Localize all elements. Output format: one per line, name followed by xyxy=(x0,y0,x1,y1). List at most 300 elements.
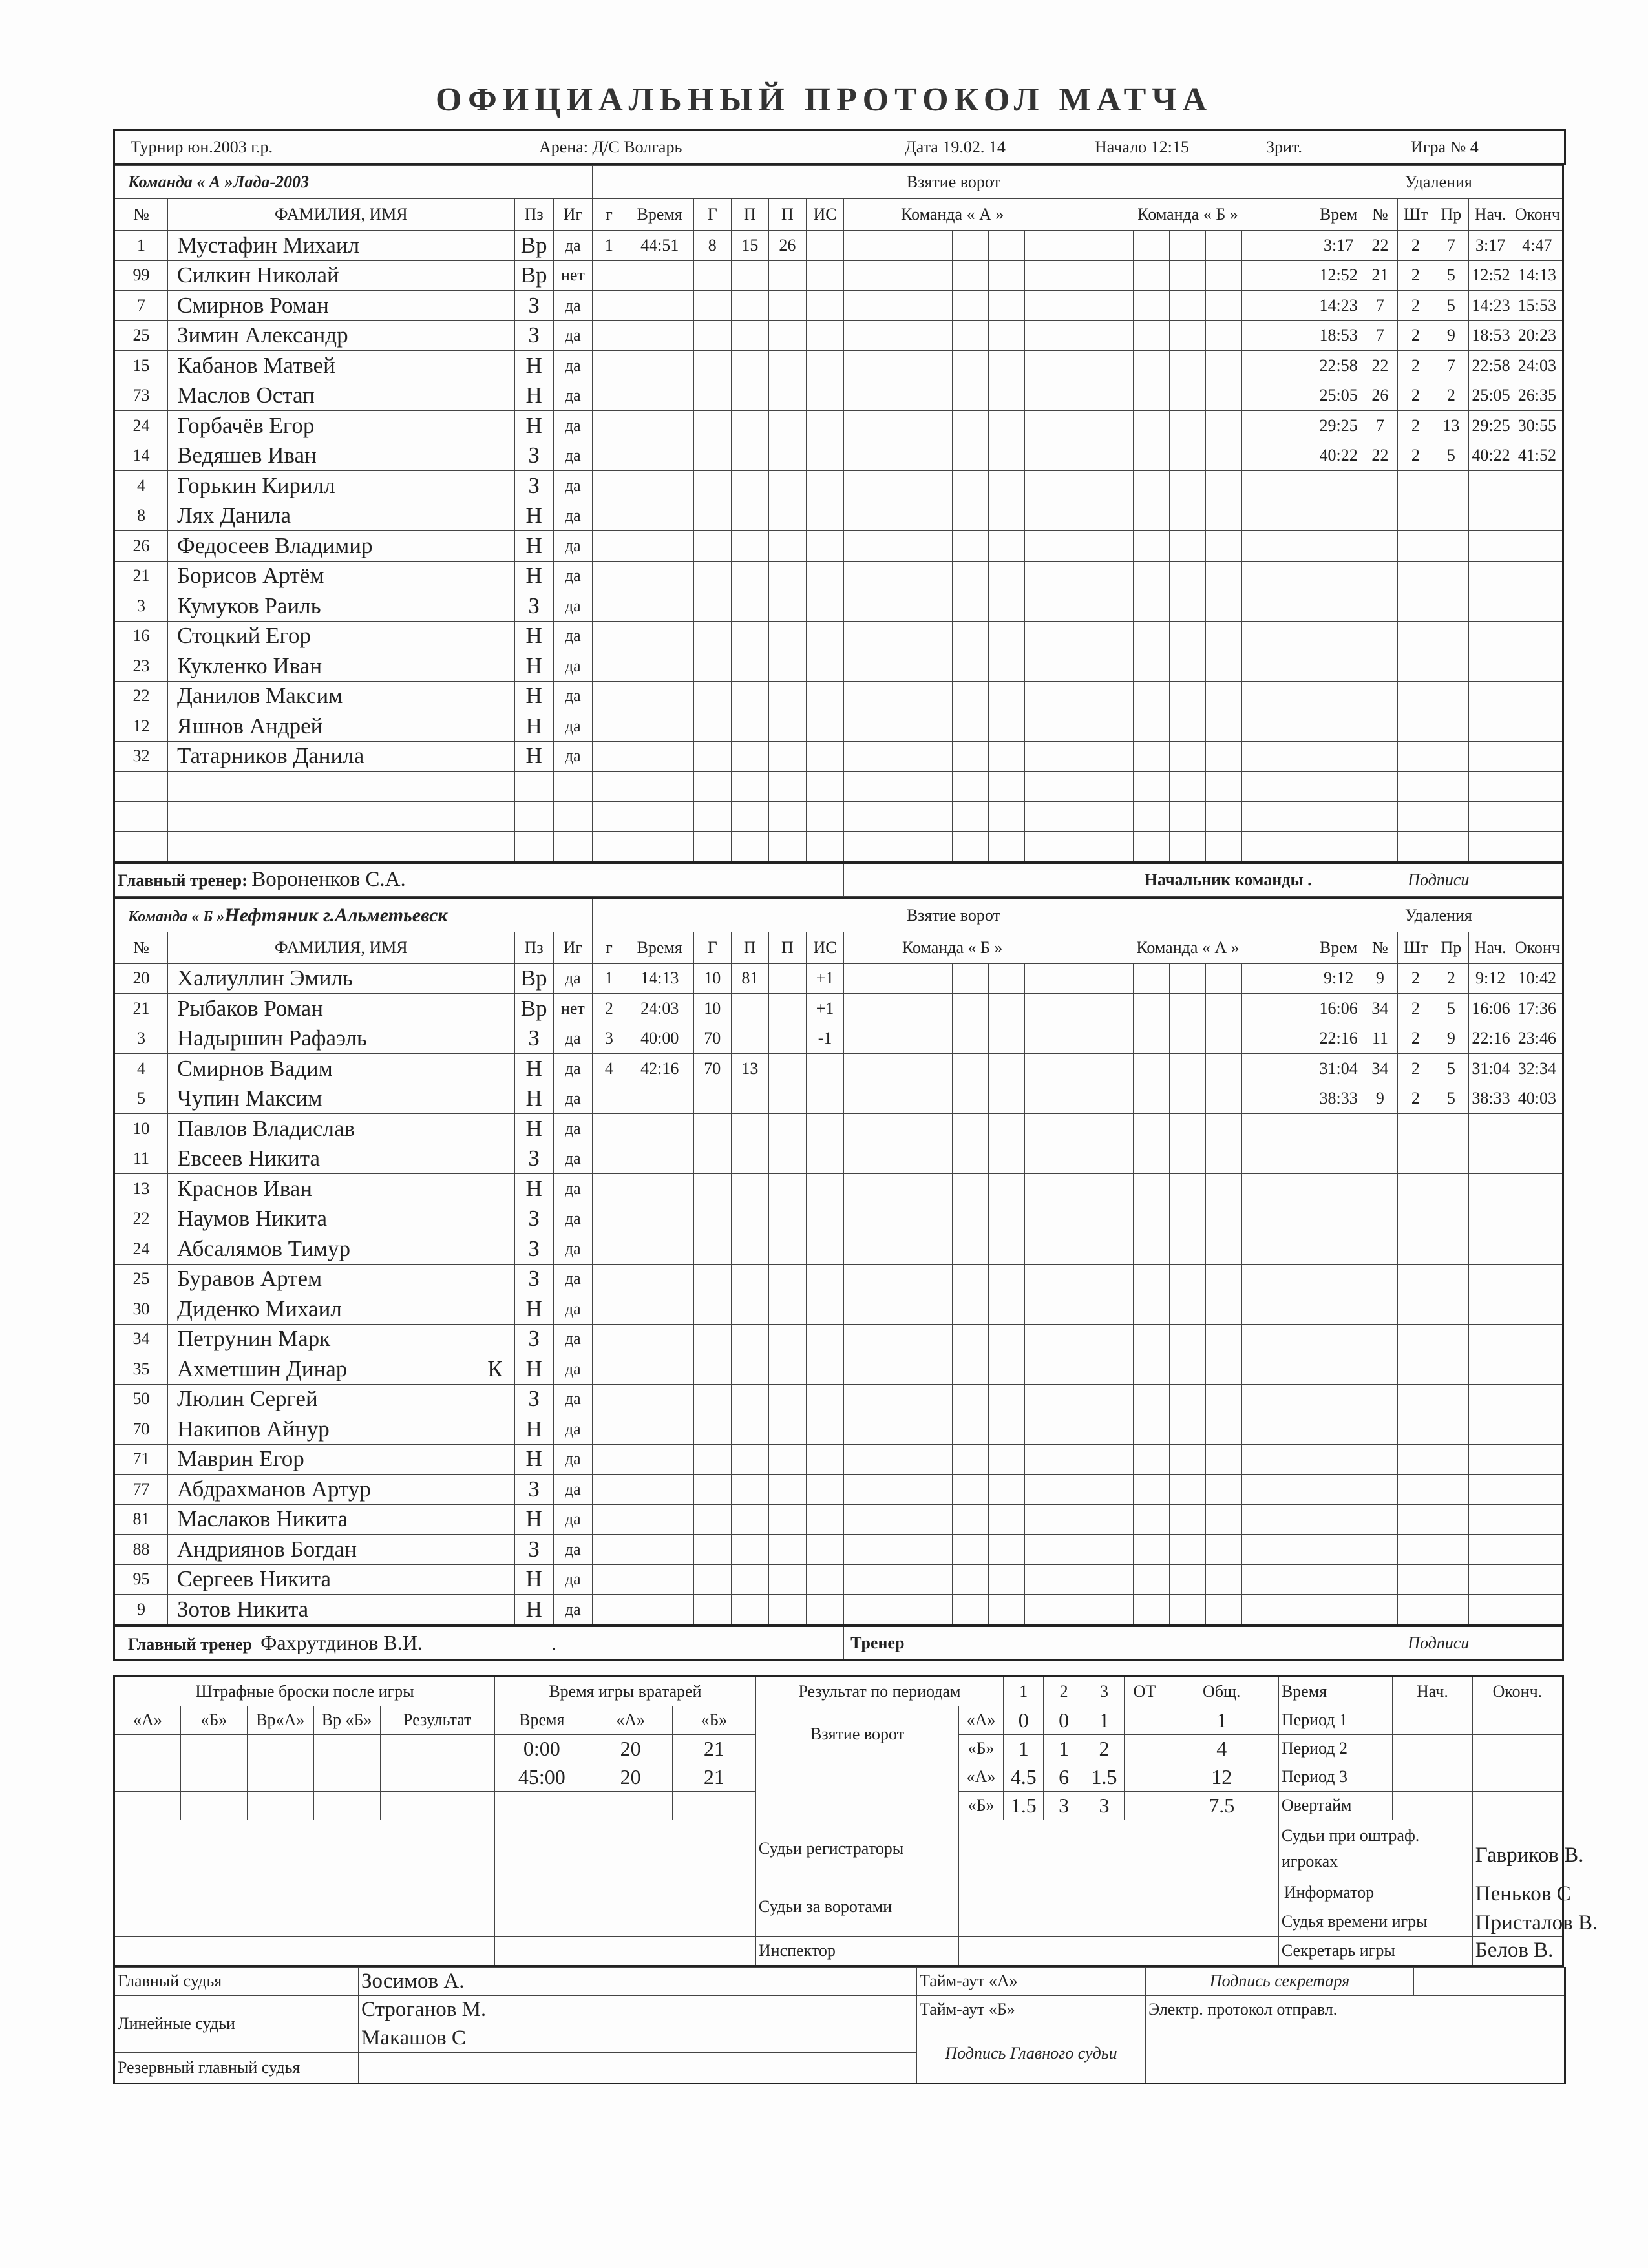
goal-grid-cell xyxy=(1097,1264,1134,1294)
goal-grid-cell xyxy=(1134,772,1170,802)
penalty-time xyxy=(1315,501,1362,531)
goal-grid-cell xyxy=(1061,1564,1097,1595)
penalty-time xyxy=(1315,1475,1362,1505)
start-time: Начало 12:15 xyxy=(1092,131,1263,165)
goal-grid-cell xyxy=(1134,531,1170,562)
team-b-penalties-title: Удаления xyxy=(1315,898,1563,932)
player-played: да xyxy=(553,531,592,562)
goal-time: 24:03 xyxy=(626,994,693,1024)
penalty-end: 15:53 xyxy=(1512,291,1563,321)
goal-grid-cell xyxy=(1097,1414,1134,1445)
goal-grid-cell xyxy=(1206,711,1242,742)
inspector-label: Инспектор xyxy=(755,1936,958,1966)
goal-g xyxy=(592,1535,626,1565)
goal-grid-cell xyxy=(1061,1264,1097,1294)
goal-time xyxy=(626,801,693,832)
team-a-label: Команда « А » xyxy=(128,173,233,191)
penalty-reason: 13 xyxy=(1433,411,1469,441)
penalty-end: 17:36 xyxy=(1512,994,1563,1024)
penalty-reason xyxy=(1433,1234,1469,1265)
shootout-header: «А» xyxy=(114,1706,181,1734)
player-position: З xyxy=(514,1024,553,1054)
goal-time xyxy=(626,1384,693,1414)
player-row xyxy=(114,1354,1563,1385)
goalie-time-title: Время игры вратарей xyxy=(494,1676,755,1706)
col-team-a: Команда « А » xyxy=(1061,932,1315,963)
penalty-min: 2 xyxy=(1398,411,1433,441)
player-position: Н xyxy=(514,1084,553,1114)
penalty-time xyxy=(1315,471,1362,501)
penalty-time xyxy=(1315,1384,1362,1414)
penalty-num xyxy=(1362,1294,1398,1325)
goal-grid-cell xyxy=(1061,591,1097,622)
goal-grid-cell xyxy=(1170,681,1206,711)
informer-names xyxy=(1472,1878,1598,1936)
goal-grid-cell xyxy=(1134,681,1170,711)
penalty-start xyxy=(1469,1444,1512,1475)
goal-grid-cell xyxy=(1134,1444,1170,1475)
player-number: 88 xyxy=(114,1535,168,1565)
goal-grid-cell xyxy=(916,320,953,351)
goal-grid-cell xyxy=(1025,741,1061,772)
goal-grid-cell xyxy=(1025,1024,1061,1054)
team-a-rows xyxy=(114,231,1563,863)
penalty-end xyxy=(1512,1564,1563,1595)
goal-p1: 13 xyxy=(731,1054,768,1084)
goal-grid-cell xyxy=(989,1024,1025,1054)
goal-p1 xyxy=(731,621,768,651)
goal-grid-cell xyxy=(989,1414,1025,1445)
goal-grid-cell xyxy=(1097,441,1134,471)
goal-grid-cell xyxy=(844,1204,880,1234)
goal-grid-cell xyxy=(880,1264,916,1294)
goal-g xyxy=(592,801,626,832)
team-b-goals-title: Взятие ворот xyxy=(592,898,1315,932)
goal-grid-cell xyxy=(989,994,1025,1024)
goal-p2 xyxy=(768,1354,806,1385)
goal-grid-cell xyxy=(1134,963,1170,994)
inspector-value xyxy=(959,1936,1279,1966)
goal-grid-cell xyxy=(880,1054,916,1084)
penalty-min xyxy=(1398,1264,1433,1294)
goal-grid-cell xyxy=(953,1234,989,1265)
goal-grid-cell xyxy=(1097,1024,1134,1054)
goal-grid-cell xyxy=(989,1324,1025,1354)
main-referee-name: Зосимов А. xyxy=(359,1967,646,1995)
goal-grid-cell xyxy=(1242,1444,1278,1475)
player-number: 5 xyxy=(114,1084,168,1114)
player-played: да xyxy=(553,1084,592,1114)
goal-g xyxy=(693,291,731,321)
goal-g xyxy=(693,1324,731,1354)
spectators: Зрит. xyxy=(1263,131,1408,165)
team-b-rows xyxy=(114,963,1563,1626)
player-name: Краснов Иван xyxy=(168,1174,515,1204)
penalty-start: 18:53 xyxy=(1469,320,1512,351)
goal-grid-cell xyxy=(1278,291,1315,321)
goal-grid-cell xyxy=(916,441,953,471)
col-pen-time: Врем xyxy=(1315,932,1362,963)
player-number: 22 xyxy=(114,681,168,711)
goal-grid-cell xyxy=(1134,441,1170,471)
player-number: 3 xyxy=(114,591,168,622)
goal-grid-cell xyxy=(880,441,916,471)
goal-is xyxy=(806,471,843,501)
match-date: Дата 19.02. 14 xyxy=(902,131,1092,165)
penalty-end xyxy=(1512,1264,1563,1294)
period-label: Период 2 xyxy=(1278,1734,1392,1763)
player-row xyxy=(114,1444,1563,1475)
goal-grid-cell xyxy=(1025,1564,1061,1595)
penalty-min: 2 xyxy=(1398,231,1433,261)
col-pos: Пз xyxy=(514,932,553,963)
goal-time xyxy=(626,1354,693,1385)
goal-grid-cell xyxy=(1170,1294,1206,1325)
goal-g xyxy=(693,471,731,501)
penalty-min xyxy=(1398,1535,1433,1565)
penalty-reason: 9 xyxy=(1433,320,1469,351)
goal-grid-cell xyxy=(1025,1324,1061,1354)
goal-g xyxy=(693,1234,731,1265)
penalty-start xyxy=(1469,621,1512,651)
col-pen-end: Оконч xyxy=(1512,199,1563,231)
goal-p1 xyxy=(731,1564,768,1595)
goal-grid-cell xyxy=(1206,1535,1242,1565)
player-name: Люлин Сергей xyxy=(168,1384,515,1414)
goal-time xyxy=(626,651,693,682)
goal-grid-cell xyxy=(844,1354,880,1385)
goal-time xyxy=(626,291,693,321)
player-row xyxy=(114,531,1563,562)
goal-time: 14:13 xyxy=(626,963,693,994)
goal-p1 xyxy=(731,832,768,863)
penalty-reason xyxy=(1433,591,1469,622)
penalty-time: 12:52 xyxy=(1315,260,1362,291)
penalty-time: 22:16 xyxy=(1315,1024,1362,1054)
penalty-start xyxy=(1469,1294,1512,1325)
goal-grid-cell xyxy=(1242,411,1278,441)
goal-grid-cell xyxy=(844,291,880,321)
goal-grid-cell xyxy=(916,1535,953,1565)
goal-grid-cell xyxy=(1134,711,1170,742)
player-name: Силкин Николай xyxy=(168,260,515,291)
player-position: Н xyxy=(514,1114,553,1144)
player-name: Татарников Данила xyxy=(168,741,515,772)
goal-p2 xyxy=(768,1264,806,1294)
col-team-b: Команда « Б » xyxy=(1061,199,1315,231)
goal-grid-cell xyxy=(1206,1504,1242,1535)
goal-grid-cell xyxy=(1278,231,1315,261)
goal-grid-cell xyxy=(1170,963,1206,994)
goal-grid-cell xyxy=(880,291,916,321)
timeout-a-label: Тайм-аут «А» xyxy=(917,1967,1146,1995)
player-name: Смирнов Вадим xyxy=(168,1054,515,1084)
penalty-min: 2 xyxy=(1398,1084,1433,1114)
penalty-box-judges-label: Судьи при оштраф. игроках xyxy=(1278,1820,1472,1878)
goal-grid-cell xyxy=(989,651,1025,682)
goal-grid-cell xyxy=(916,231,953,261)
goal-grid-cell xyxy=(953,832,989,863)
goal-grid-cell xyxy=(916,1114,953,1144)
penalty-time xyxy=(1315,711,1362,742)
player-row xyxy=(114,1535,1563,1565)
penalty-num xyxy=(1362,1204,1398,1234)
penalty-reason xyxy=(1433,772,1469,802)
goalie-time-cell xyxy=(494,1791,589,1820)
goal-grid-cell xyxy=(1134,1024,1170,1054)
shootout-cell xyxy=(114,1763,181,1791)
goal-grid-cell xyxy=(1242,441,1278,471)
goal-grid-cell xyxy=(916,1234,953,1265)
penalty-start xyxy=(1469,1354,1512,1385)
penalty-end xyxy=(1512,741,1563,772)
goal-grid-cell xyxy=(916,621,953,651)
goal-grid-cell xyxy=(1025,1054,1061,1084)
team-b-table xyxy=(113,897,1564,1661)
goal-grid-cell xyxy=(1134,1084,1170,1114)
penalty-start xyxy=(1469,1475,1512,1505)
goal-grid-cell xyxy=(844,994,880,1024)
goal-g xyxy=(693,711,731,742)
document-title: ОФИЦИАЛЬНЫЙ ПРОТОКОЛ МАТЧА xyxy=(436,81,1212,118)
player-name: Евсеев Никита xyxy=(168,1144,515,1174)
player-position: З xyxy=(514,591,553,622)
goal-g xyxy=(592,651,626,682)
goal-is xyxy=(806,1504,843,1535)
player-position: Н xyxy=(514,1414,553,1445)
penalty-reason xyxy=(1433,1114,1469,1144)
penalty-num xyxy=(1362,1475,1398,1505)
penalty-end xyxy=(1512,651,1563,682)
player-position: Н xyxy=(514,531,553,562)
goal-grid-cell xyxy=(1061,1475,1097,1505)
goal-grid-cell xyxy=(1242,1264,1278,1294)
penalty-end xyxy=(1512,1595,1563,1626)
penalty-start xyxy=(1469,531,1512,562)
penalty-min xyxy=(1398,1174,1433,1204)
goal-grid-cell xyxy=(916,1564,953,1595)
goal-grid-cell xyxy=(1170,411,1206,441)
goal-grid-cell xyxy=(880,351,916,381)
goal-grid-cell xyxy=(1097,381,1134,411)
total-header: Общ. xyxy=(1165,1676,1278,1706)
goal-grid-cell xyxy=(1097,1354,1134,1385)
shootout-cell xyxy=(380,1734,494,1763)
penalty-start xyxy=(1469,1384,1512,1414)
penalty-min xyxy=(1398,711,1433,742)
penalty-reason: 5 xyxy=(1433,1084,1469,1114)
goal-p2 xyxy=(768,291,806,321)
col-pen-reason: Пр xyxy=(1433,932,1469,963)
col-pen-reason: Пр xyxy=(1433,199,1469,231)
penalty-num xyxy=(1362,1174,1398,1204)
goal-grid-cell xyxy=(953,411,989,441)
penalty-min xyxy=(1398,1354,1433,1385)
goalie-time-cell xyxy=(672,1791,755,1820)
penalty-end xyxy=(1512,1535,1563,1565)
goal-grid-cell xyxy=(1278,501,1315,531)
penalty-min xyxy=(1398,561,1433,591)
goal-g xyxy=(592,1564,626,1595)
goal-grid-cell xyxy=(1025,1234,1061,1265)
player-position xyxy=(514,801,553,832)
goal-grid-cell xyxy=(844,651,880,682)
goal-g xyxy=(592,1595,626,1626)
shootout-cell xyxy=(114,1734,181,1763)
goal-grid-cell xyxy=(1278,1384,1315,1414)
goal-grid-cell xyxy=(1025,1294,1061,1325)
goal-grid-cell xyxy=(1170,1414,1206,1445)
player-name xyxy=(168,801,515,832)
period-end xyxy=(1472,1791,1563,1820)
shootout-cell xyxy=(247,1763,313,1791)
goal-grid-cell xyxy=(953,741,989,772)
goal-grid-cell xyxy=(880,1564,916,1595)
goal-grid-cell xyxy=(1170,741,1206,772)
player-played: да xyxy=(553,591,592,622)
penalty-num xyxy=(1362,832,1398,863)
penalty-min xyxy=(1398,1144,1433,1174)
col-assist2: П xyxy=(768,932,806,963)
goal-g xyxy=(592,711,626,742)
penalty-reason: 2 xyxy=(1433,381,1469,411)
player-name: Кабанов Матвей xyxy=(168,351,515,381)
player-position: Вр xyxy=(514,963,553,994)
goal-is xyxy=(806,1595,843,1626)
goal-grid-cell xyxy=(953,1174,989,1204)
col-goal: Г xyxy=(693,199,731,231)
goal-grid-cell xyxy=(1061,1084,1097,1114)
goal-grid-cell xyxy=(916,1204,953,1234)
penalty-start xyxy=(1469,591,1512,622)
player-played: да xyxy=(553,1204,592,1234)
goal-g xyxy=(592,832,626,863)
goal-time xyxy=(626,1504,693,1535)
goal-grid-cell xyxy=(989,1564,1025,1595)
goal-grid-cell xyxy=(1170,1024,1206,1054)
goal-grid-cell xyxy=(844,711,880,742)
player-name: Чупин Максим xyxy=(168,1084,515,1114)
goal-grid-cell xyxy=(1206,471,1242,501)
player-position xyxy=(514,832,553,863)
penalty-num: 7 xyxy=(1362,411,1398,441)
goal-grid-cell xyxy=(1278,1595,1315,1626)
penalty-reason xyxy=(1433,561,1469,591)
goal-grid-cell xyxy=(1025,681,1061,711)
goal-g xyxy=(592,1444,626,1475)
player-number: 8 xyxy=(114,501,168,531)
goal-grid-cell xyxy=(1061,441,1097,471)
goal-grid-cell xyxy=(1061,801,1097,832)
player-row xyxy=(114,711,1563,742)
goal-p1 xyxy=(731,531,768,562)
penalty-start: 12:52 xyxy=(1469,260,1512,291)
goal-grid-cell xyxy=(1170,1475,1206,1505)
goal-grid-cell xyxy=(1206,1414,1242,1445)
goal-grid-cell xyxy=(989,320,1025,351)
goal-time xyxy=(626,621,693,651)
player-played: да xyxy=(553,1414,592,1445)
player-number: 22 xyxy=(114,1204,168,1234)
penalty-reason xyxy=(1433,1384,1469,1414)
goal-grid-cell xyxy=(1061,1024,1097,1054)
goal-g xyxy=(693,1564,731,1595)
penalty-reason: 5 xyxy=(1433,291,1469,321)
goal-time xyxy=(626,1444,693,1475)
blank-cell xyxy=(646,2052,917,2083)
team-b-dot: . xyxy=(551,1635,556,1654)
penalty-num: 11 xyxy=(1362,1024,1398,1054)
game-number: Игра № 4 xyxy=(1408,131,1565,165)
penalty-start xyxy=(1469,1264,1512,1294)
goal-grid-cell xyxy=(1025,291,1061,321)
penalty-start: 31:04 xyxy=(1469,1054,1512,1084)
penalty-time xyxy=(1315,561,1362,591)
player-row xyxy=(114,1204,1563,1234)
col-team-b: Команда « Б » xyxy=(844,932,1061,963)
player-position: Н xyxy=(514,651,553,682)
player-played: да xyxy=(553,441,592,471)
penalty-end: 40:03 xyxy=(1512,1084,1563,1114)
goal-g xyxy=(693,591,731,622)
goal-grid-cell xyxy=(1134,381,1170,411)
penalty-reason xyxy=(1433,1444,1469,1475)
goal-grid-cell xyxy=(953,260,989,291)
penalty-num: 34 xyxy=(1362,994,1398,1024)
goal-g xyxy=(693,411,731,441)
player-number: 77 xyxy=(114,1475,168,1505)
player-row xyxy=(114,501,1563,531)
goal-grid-cell xyxy=(844,772,880,802)
goal-grid-cell xyxy=(880,1414,916,1445)
goal-grid-cell xyxy=(953,320,989,351)
goal-is xyxy=(806,1234,843,1265)
goal-g: 10 xyxy=(693,994,731,1024)
penalty-time xyxy=(1315,1504,1362,1535)
goal-grid-cell xyxy=(1134,1234,1170,1265)
goal-grid-cell xyxy=(916,531,953,562)
goal-grid-cell xyxy=(880,320,916,351)
goal-grid-cell xyxy=(1025,1144,1061,1174)
goal-p1 xyxy=(731,651,768,682)
player-name: Зимин Александр xyxy=(168,320,515,351)
player-number xyxy=(114,832,168,863)
penalty-start xyxy=(1469,1414,1512,1445)
penalty-end xyxy=(1512,1234,1563,1265)
player-row xyxy=(114,1084,1563,1114)
goal-grid-cell xyxy=(953,1354,989,1385)
penalty-time xyxy=(1315,1234,1362,1265)
player-row xyxy=(114,1024,1563,1054)
goal-grid-cell xyxy=(989,381,1025,411)
penalty-time: 31:04 xyxy=(1315,1054,1362,1084)
player-row xyxy=(114,1564,1563,1595)
player-number: 35 xyxy=(114,1354,168,1385)
player-name: Яшнов Андрей xyxy=(168,711,515,742)
goal-grid-cell xyxy=(1170,832,1206,863)
player-played: да xyxy=(553,1234,592,1265)
player-position: Н xyxy=(514,1595,553,1626)
goal-grid-cell xyxy=(880,681,916,711)
penalty-min: 2 xyxy=(1398,1024,1433,1054)
col-is: ИС xyxy=(806,199,843,231)
goal-grid-cell xyxy=(1134,1114,1170,1144)
penalty-num: 9 xyxy=(1362,963,1398,994)
goal-grid-cell xyxy=(1278,1414,1315,1445)
goal-time xyxy=(626,471,693,501)
period-1-header: 1 xyxy=(1004,1676,1044,1706)
goal-grid-cell xyxy=(880,531,916,562)
